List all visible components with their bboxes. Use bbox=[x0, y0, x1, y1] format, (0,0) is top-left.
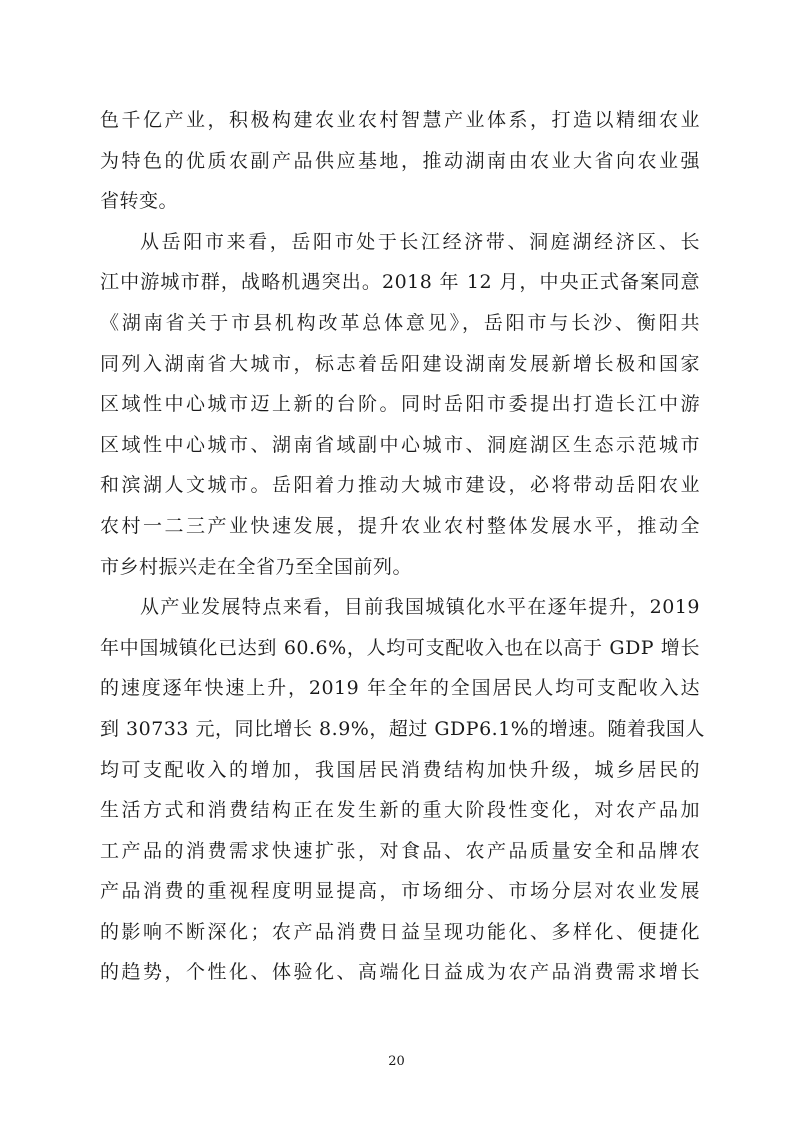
text-line: 年中国城镇化已达到 60.6%，人均可支配收入也在以高于 GDP 增长 bbox=[100, 636, 700, 659]
text-line: 省转变。 bbox=[100, 190, 179, 213]
text-line: 均可支配收入的增加，我国居民消费结构加快升级，城乡居民的 bbox=[100, 758, 700, 781]
text-line: 江中游城市群，战略机遇突出。2018 年 12 月，中央正式备案同意 bbox=[100, 271, 700, 294]
text-line: 同列入湖南省大城市，标志着岳阳建设湖南发展新增长极和国家 bbox=[100, 352, 700, 375]
text-line: 区域性中心城市迈上新的台阶。同时岳阳市委提出打造长江中游 bbox=[100, 393, 700, 416]
text-line: 工产品的消费需求快速扩张，对食品、农产品质量安全和品牌农 bbox=[100, 839, 700, 862]
text-line: 市乡村振兴走在全省乃至全国前列。 bbox=[100, 555, 413, 578]
text-line: 的速度逐年快速上升，2019 年全年的全国居民人均可支配收入达 bbox=[100, 677, 700, 700]
page-number: 20 bbox=[388, 1054, 405, 1069]
text-line: 生活方式和消费结构正在发生新的重大阶段性变化，对农产品加 bbox=[100, 799, 700, 822]
text-line: 农村一二三产业快速发展，提升农业农村整体发展水平，推动全 bbox=[100, 514, 700, 537]
text-line: 到 30733 元，同比增长 8.9%，超过 GDP6.1%的增速。随着我国人 bbox=[100, 717, 705, 740]
text-line: 区域性中心城市、湖南省域副中心城市、洞庭湖区生态示范城市 bbox=[100, 433, 700, 456]
text-line: 的影响不断深化；农产品消费日益呈现功能化、多样化、便捷化 bbox=[100, 920, 700, 943]
paragraph-first-line: 从岳阳市来看，岳阳市处于长江经济带、洞庭湖经济区、长 bbox=[140, 230, 700, 253]
text-line: 产品消费的重视程度明显提高，市场细分、市场分层对农业发展 bbox=[100, 880, 700, 903]
text-line: 《湖南省关于市县机构改革总体意见》，岳阳市与长沙、衡阳共 bbox=[100, 311, 700, 334]
paragraph-first-line: 从产业发展特点来看，目前我国城镇化水平在逐年提升，2019 bbox=[140, 596, 700, 619]
body-text bbox=[100, 100, 705, 993]
text-line: 和滨湖人文城市。岳阳着力推动大城市建设，必将带动岳阳农业 bbox=[100, 474, 700, 497]
text-line: 的趋势，个性化、体验化、高端化日益成为农产品消费需求增长 bbox=[100, 961, 700, 984]
text-line: 为特色的优质农副产品供应基地，推动湖南由农业大省向农业强 bbox=[100, 149, 700, 172]
text-line: 色千亿产业，积极构建农业农村智慧产业体系，打造以精细农业 bbox=[100, 109, 700, 131]
